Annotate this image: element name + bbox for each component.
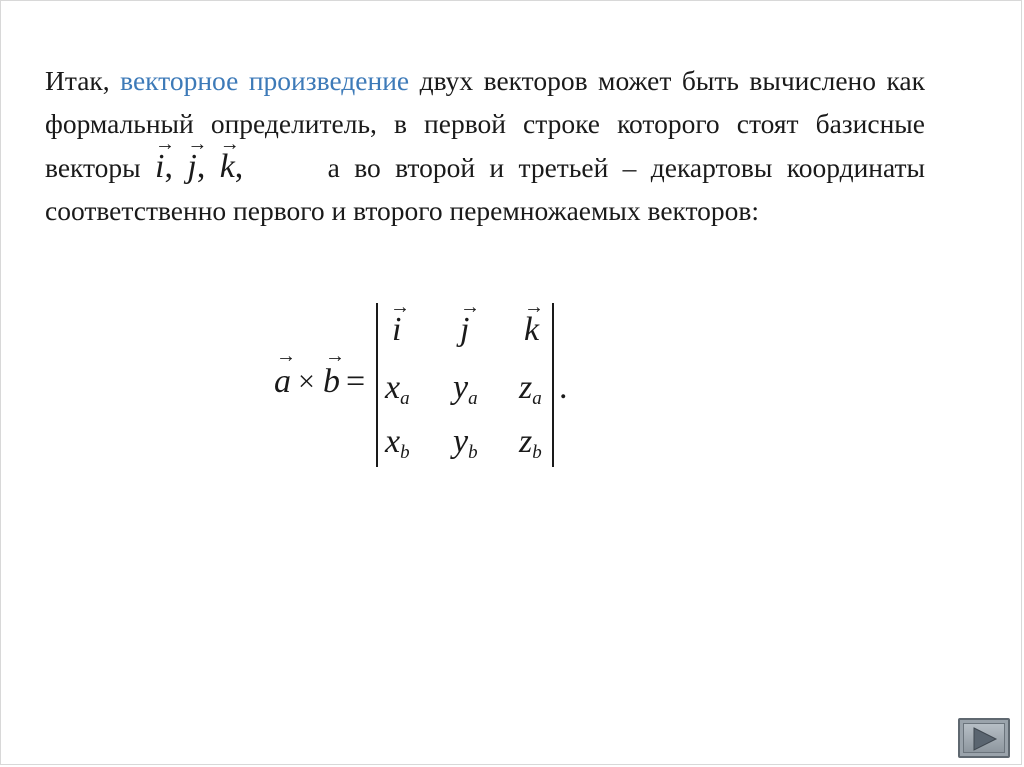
det-cell-k: k — [524, 311, 540, 348]
body-paragraph — [45, 59, 925, 232]
vector-b: b — [323, 363, 340, 400]
play-arrow-icon — [972, 727, 998, 751]
basis-vector-j: → j — [187, 133, 208, 185]
paragraph-part1: двух векторов может быть вычислено как формальный определитель, в первой строке которого стоят базисные векторы — [45, 65, 926, 183]
det-cell-i-arrow: → — [390, 296, 410, 318]
formula-period: . — [559, 369, 568, 406]
next-slide-button[interactable] — [958, 718, 1010, 758]
det-cell-ya: $y_a$ — [453, 369, 478, 409]
times-sign: × — [298, 365, 315, 398]
basis-vector-k: → k — [219, 133, 240, 185]
paragraph-part2: а во второй и третьей – декартовы координаты соответственно первого и второго перемножаемых векторов: — [45, 152, 926, 226]
det-cell-zb: $z_b$ — [519, 423, 542, 463]
det-cell-za: $z_a$ — [519, 369, 542, 409]
determinant-right-bar — [552, 303, 554, 467]
det-cell-yb: $y_b$ — [453, 423, 478, 463]
intro-text: Итак, — [45, 65, 121, 96]
comma: , — [164, 148, 173, 185]
det-cell-xa: $x_a$ — [385, 369, 410, 409]
det-cell-xb: $x_b$ — [385, 423, 410, 463]
comma: , — [234, 148, 244, 185]
vector-b-arrow: → — [325, 345, 345, 367]
det-cell-j: j — [460, 311, 470, 348]
determinant-left-bar — [376, 303, 378, 467]
equals-sign: = — [346, 363, 366, 400]
basis-vector-i: → i — [155, 133, 176, 185]
det-cell-i: i — [392, 311, 402, 348]
det-cell-k-arrow: → — [524, 296, 544, 318]
comma: , — [196, 148, 206, 185]
highlight-term: векторное произведение — [120, 65, 410, 96]
vector-a-arrow: → — [276, 345, 296, 367]
vector-a: a — [274, 363, 291, 400]
det-cell-j-arrow: → — [460, 296, 480, 318]
